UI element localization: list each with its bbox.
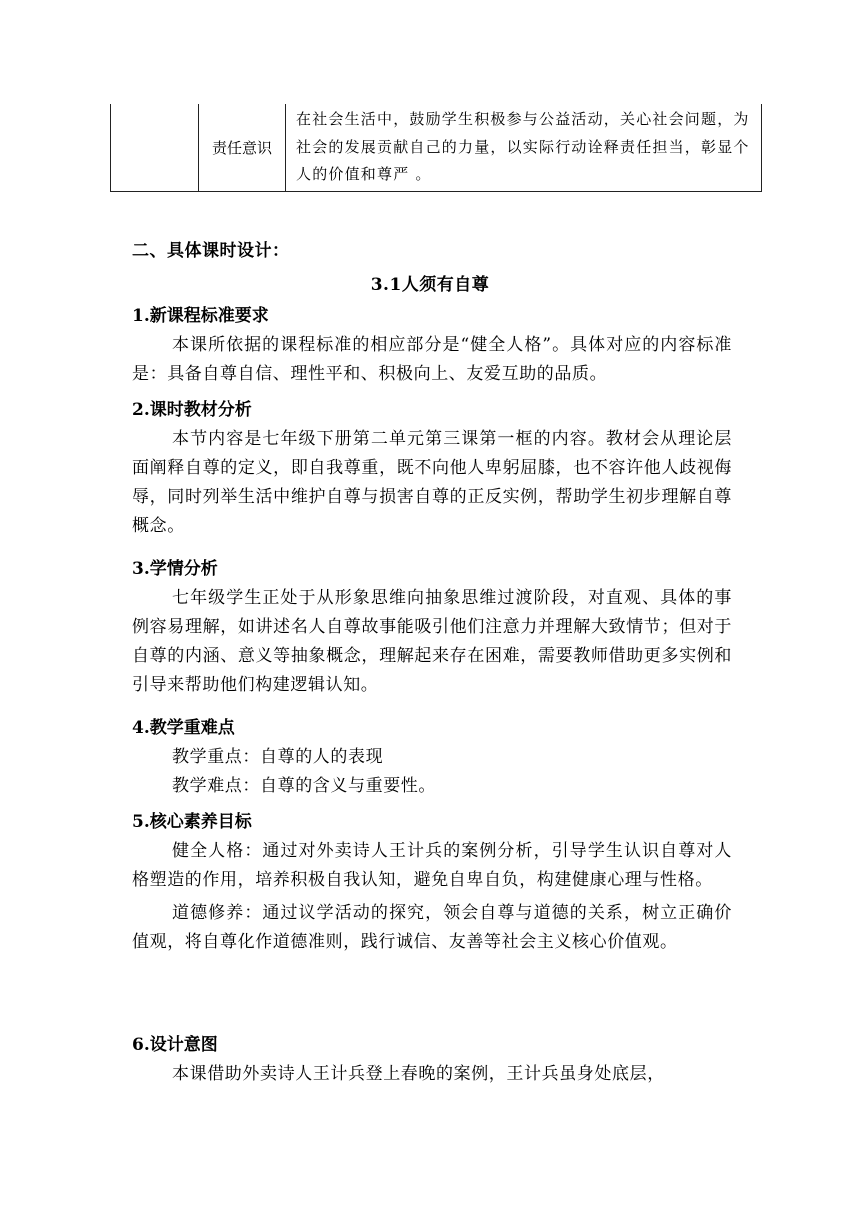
section-core-goals xyxy=(132,808,732,957)
table-category-cell xyxy=(111,104,199,191)
section-heading-key-points: 4.教学重难点 xyxy=(132,718,235,738)
section-design-intent xyxy=(132,1031,732,1089)
paragraph: 教学难点：自尊的含义与重要性。 xyxy=(172,776,436,796)
section-heading: 二、具体课时设计： xyxy=(132,241,290,261)
paragraph: 本课借助外卖诗人王计兵登上春晚的案例，王计兵虽身处底层， xyxy=(172,1064,665,1084)
section-heading-students: 3.学情分析 xyxy=(132,559,218,579)
section-heading-textbook: 2.课时教材分析 xyxy=(132,400,252,420)
paragraph: 教学重点：自尊的人的表现 xyxy=(172,747,384,767)
paragraph: 本课所依据的课程标准的相应部分是“健全人格”。具体对应的内容标准是：具备自尊自信、理性平和、积极向上、友爱互助的品质。 xyxy=(132,335,732,384)
section-heading-core-goals: 5.核心素养目标 xyxy=(132,812,252,832)
section-heading-standard: 1.新课程标准要求 xyxy=(132,306,269,326)
paragraph: 本节内容是七年级下册第二单元第三课第一框的内容。教材会从理论层面阐释自尊的定义，即自我尊重，既不向他人卑躬屈膝，也不容许他人歧视侮辱，同时列举生活中维护自尊与损害自尊的正反实例，帮助学生初步理解自尊概念。 xyxy=(132,429,732,536)
paragraph: 健全人格：通过对外卖诗人王计兵的案例分析，引导学生认识自尊对人格塑造的作用，培养积极自我认知，避免自卑自负，构建健康心理与性格。 xyxy=(132,841,732,890)
paragraph: 道德修养：通过议学活动的探究，领会自尊与道德的关系，树立正确价值观，将自尊化作道德准则，践行诚信、友善等社会主义核心价值观。 xyxy=(132,903,732,952)
goals-table xyxy=(110,104,762,192)
table-content-cell: 在社会生活中，鼓励学生积极参与公益活动，关心社会问题，为社会的发展贡献自己的力量，以实际行动诠释责任担当，彰显个人的价值和尊严 。 xyxy=(296,110,750,183)
section-student-analysis xyxy=(132,555,732,700)
section-textbook-analysis xyxy=(132,396,732,541)
paragraph: 七年级学生正处于从形象思维向抽象思维过渡阶段，对直观、具体的事例容易理解，如讲述名人自尊故事能吸引他们注意力并理解大致情节；但对于自尊的内涵、意义等抽象概念，理解起来存在困难，需要教师借助更多实例和引导来帮助他们构建逻辑认知。 xyxy=(132,588,732,695)
table-label-cell: 责任意识 xyxy=(199,104,286,191)
lesson-title xyxy=(0,270,860,295)
section-standard xyxy=(132,302,732,389)
lesson-title-text: 3.1人须有自尊 xyxy=(370,275,490,295)
section-key-points xyxy=(132,714,732,801)
section-heading-design: 6.设计意图 xyxy=(132,1035,218,1055)
